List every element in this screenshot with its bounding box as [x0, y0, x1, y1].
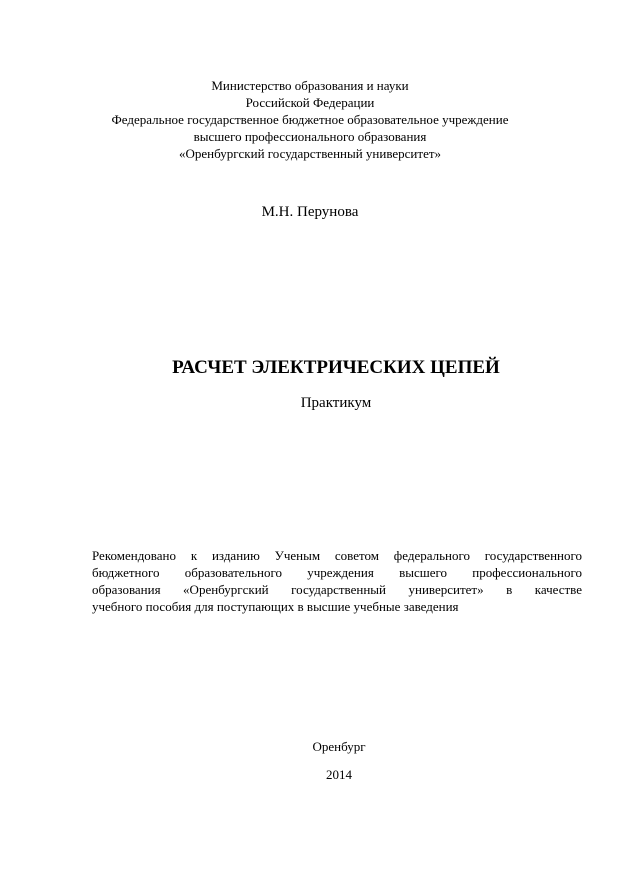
education-level-line: высшего профессионального образования — [193, 129, 427, 144]
recommendation-paragraph — [92, 547, 582, 615]
institution-type-line: Федеральное государственное бюджетное образовательное учреждение — [111, 112, 509, 127]
university-name-line: «Оренбургский государственный университет» — [178, 146, 442, 161]
recommendation-line: учебного пособия для поступающих в высшие учебные заведения — [92, 599, 459, 614]
recommendation-line: Рекомендовано к изданию Ученым советом федерального государственного — [92, 548, 582, 563]
recommendation-line: бюджетного образовательного учреждения высшего профессионального — [92, 565, 582, 580]
document-title: РАСЧЕТ ЭЛЕКТРИЧЕСКИХ ЦЕПЕЙ — [172, 357, 500, 378]
publication-city: Оренбург — [312, 739, 366, 754]
publication-year: 2014 — [326, 767, 352, 782]
ministry-line: Министерство образования и науки — [211, 78, 409, 93]
document-subtitle: Практикум — [300, 395, 372, 411]
recommendation-line: образования «Оренбургский государственный университет» в качестве — [92, 582, 582, 597]
author-name: М.Н. Перунова — [261, 204, 359, 220]
institution-header — [0, 77, 620, 162]
country-line: Российской Федерации — [245, 95, 375, 110]
